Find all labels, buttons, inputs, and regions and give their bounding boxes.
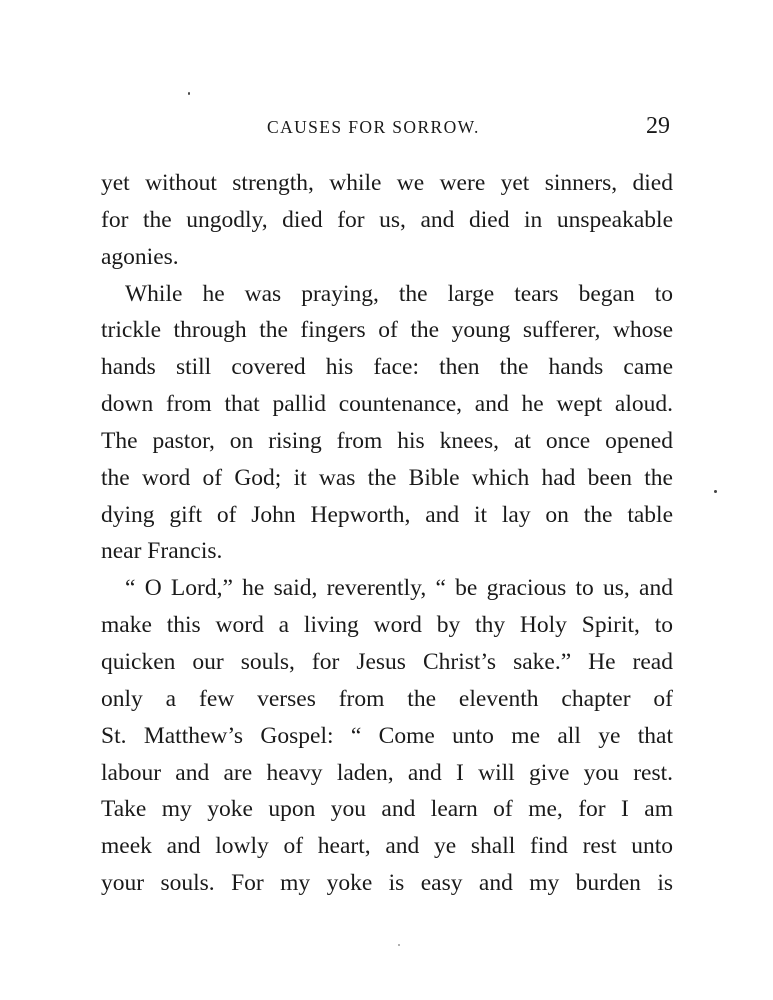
text-line: While he was praying, the large tears began to bbox=[125, 280, 673, 307]
text-line: near Francis. bbox=[101, 538, 223, 565]
print-speck bbox=[398, 944, 400, 946]
text-line: the word of God; it was the Bible which had been the bbox=[101, 464, 673, 491]
body-text bbox=[101, 165, 673, 902]
text-line: hands still covered his face: then the hands came bbox=[101, 354, 673, 381]
text-line: only a few verses from the eleventh chapter of bbox=[101, 685, 673, 712]
print-speck bbox=[188, 92, 190, 95]
text-line: trickle through the fingers of the young sufferer, whose bbox=[101, 317, 673, 344]
text-line: labour and are heavy laden, and I will give you rest. bbox=[101, 759, 673, 786]
print-speck bbox=[714, 490, 717, 493]
text-line: yet without strength, while we were yet sinners, died bbox=[101, 170, 673, 196]
text-line: your souls. For my yoke is easy and my burden is bbox=[101, 870, 673, 897]
text-line: Take my yoke upon you and learn of me, for I am bbox=[101, 796, 673, 823]
text-line: for the ungodly, died for us, and died in unspeakable bbox=[101, 206, 673, 233]
text-line: make this word a living word by thy Holy Spirit, to bbox=[101, 612, 673, 639]
text-line: dying gift of John Hepworth, and it lay on the table bbox=[101, 501, 673, 528]
running-header bbox=[0, 114, 773, 140]
text-line: The pastor, on rising from his knees, at once opened bbox=[101, 427, 673, 454]
text-line: St. Matthew’s Gospel: “ Come unto me all ye that bbox=[101, 722, 673, 749]
text-line: agonies. bbox=[101, 243, 179, 270]
text-line: down from that pallid countenance, and he wept aloud. bbox=[101, 391, 673, 418]
running-title: CAUSES FOR SORROW. bbox=[267, 117, 480, 137]
page-number: 29 bbox=[646, 113, 670, 139]
text-line: meek and lowly of heart, and ye shall find rest unto bbox=[101, 833, 673, 860]
text-line: “ O Lord,” he said, reverently, “ be gracious to us, and bbox=[125, 575, 673, 602]
text-line: quicken our souls, for Jesus Christ’s sake.” He read bbox=[101, 648, 673, 675]
